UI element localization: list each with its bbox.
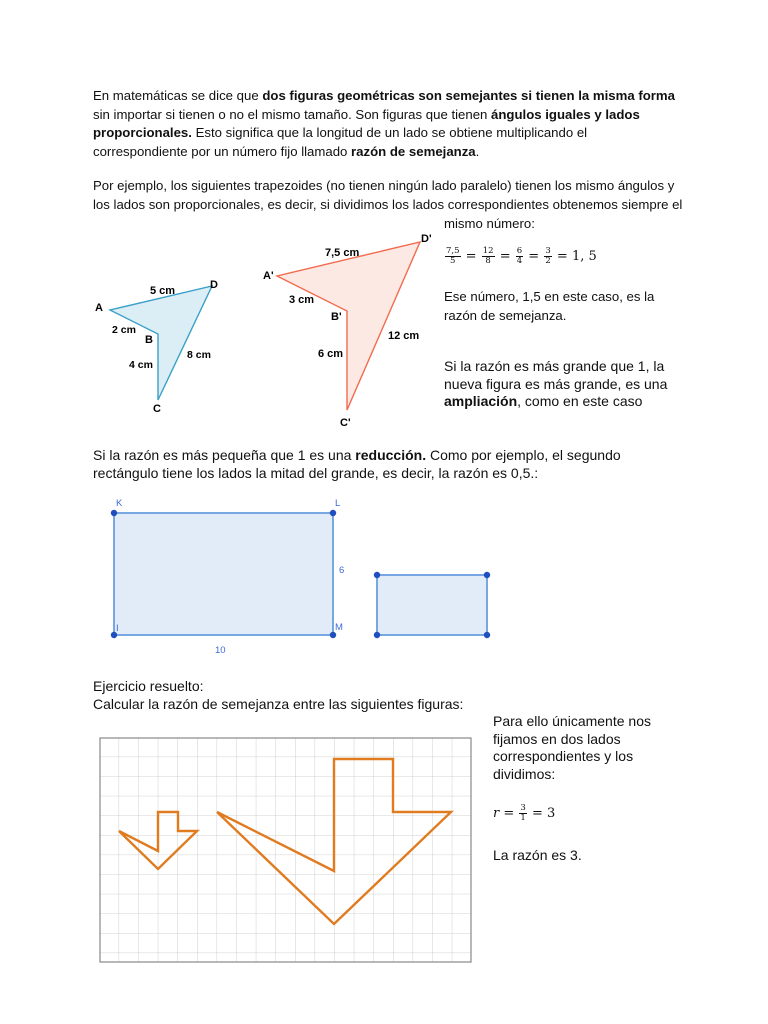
small-rectangle (377, 575, 487, 635)
enlargement-bold: ampliación (444, 393, 518, 410)
side-label-cd: 8 cm (187, 349, 211, 361)
fraction-3: $\frac{6}{4}$ (516, 246, 523, 266)
large-rectangle (114, 513, 333, 635)
intro-bold-2: ángulos iguales y lados proporcionales. (93, 106, 640, 141)
small-rect-corner (484, 632, 490, 638)
side-label-c-d-prime: 12 cm (388, 330, 420, 342)
equals-sign: = (556, 249, 568, 264)
example-line-1: Por ejemplo, los siguientes trapezoides (no tienen ningún lado paralelo) tienen los mismo ángulos y (93, 178, 675, 193)
vertex-b-prime: B' (331, 311, 342, 323)
enlargement-paragraph: Si la razón es más grande que 1, la nueva figura es más grande, es una ampliación, como en este caso (444, 358, 668, 410)
vertex-a-prime: A' (263, 270, 274, 282)
label-l: L (335, 498, 341, 509)
side-label-a-d-prime: 7,5 cm (325, 247, 360, 259)
reduction-bold: reducción. (355, 447, 427, 463)
ratio-result: 1, 5 (571, 249, 597, 264)
fraction-4: $\frac{3}{2}$ (545, 246, 551, 266)
big-trapezoid (277, 242, 420, 410)
solved-explanation: Para ello únicamente nos fijamos en dos lados correspondientes y los dividimos: (493, 713, 651, 782)
point-k (111, 510, 117, 516)
r-variable: r (493, 806, 500, 821)
solved-title: Ejercicio resuelto: (93, 678, 204, 694)
small-trapezoid (110, 286, 212, 400)
width-label: 10 (215, 645, 226, 656)
vertex-d-prime: D' (421, 233, 432, 245)
label-k: K (116, 498, 123, 509)
fraction-2: $\frac{12}{8}$ (482, 246, 494, 266)
intro-text-1: En matemáticas se dice que (93, 88, 263, 103)
side-label-ab: 2 cm (112, 324, 136, 336)
solved-conclusion: La razón es 3. (493, 847, 582, 863)
vertex-d: D (210, 279, 218, 291)
intro-text-4: . (475, 143, 480, 159)
height-label: 6 (339, 565, 345, 576)
equals-sign: = (465, 249, 477, 264)
intro-bold-3: razón de semejanza (351, 143, 476, 159)
vertex-c-prime: C' (340, 417, 351, 429)
solved-task: Calcular la razón de semejanza entre las siguientes figuras: (93, 696, 464, 712)
label-i: I (116, 623, 119, 634)
side-label-bc: 4 cm (129, 359, 153, 371)
point-l (330, 510, 336, 516)
intro-text-2: sin importar si tienen o no el mismo tamaño. Son figuras que tienen (93, 106, 492, 122)
solved-formula: r = $\frac{3}{1}$ = 3 (493, 803, 556, 823)
vertex-c: C (153, 403, 161, 415)
vertex-a: A (95, 302, 103, 314)
rectangles-figure (0, 490, 768, 660)
label-m: M (335, 622, 343, 633)
vertex-b: B (145, 334, 153, 346)
side-label-a-b-prime: 3 cm (289, 294, 315, 306)
side-label-ad: 5 cm (150, 285, 176, 297)
side-label-b-c-prime: 6 cm (318, 348, 344, 360)
equals-sign: = (528, 249, 540, 264)
fraction-1: $\frac{7,5}{5}$ (446, 246, 460, 266)
example-line-2: los lados son proporcionales, es decir, si dividimos los lados correspondientes obtenemos siempre el (93, 197, 683, 212)
equals-sign: = (499, 249, 511, 264)
intro-bold-1: dos figuras geométricas son semejantes si tienen la misma forma (262, 88, 675, 103)
intro-text-3: Esto significa que la longitud de un lado se obtiene multiplicando el correspondiente por un número fijo llamado (93, 125, 588, 159)
trapezoid-figures (0, 0, 768, 440)
reduction-paragraph: Si la razón es más pequeña que 1 es una reducción. Como por ejemplo, el segundo rectángulo tiene los lados la mitad del grande, es decir, la razón es 0,5.: (93, 447, 621, 481)
example-line-3: mismo número: (444, 216, 535, 231)
small-rect-corner (484, 572, 490, 578)
ratio-note: Ese número, 1,5 en este caso, es la razón de semejanza. (444, 289, 655, 323)
small-rect-corner (374, 572, 380, 578)
solved-result: 3 (547, 806, 556, 821)
solved-fraction: $\frac{3}{1}$ (520, 803, 526, 823)
small-rect-corner (374, 632, 380, 638)
grid-figure (99, 737, 473, 963)
